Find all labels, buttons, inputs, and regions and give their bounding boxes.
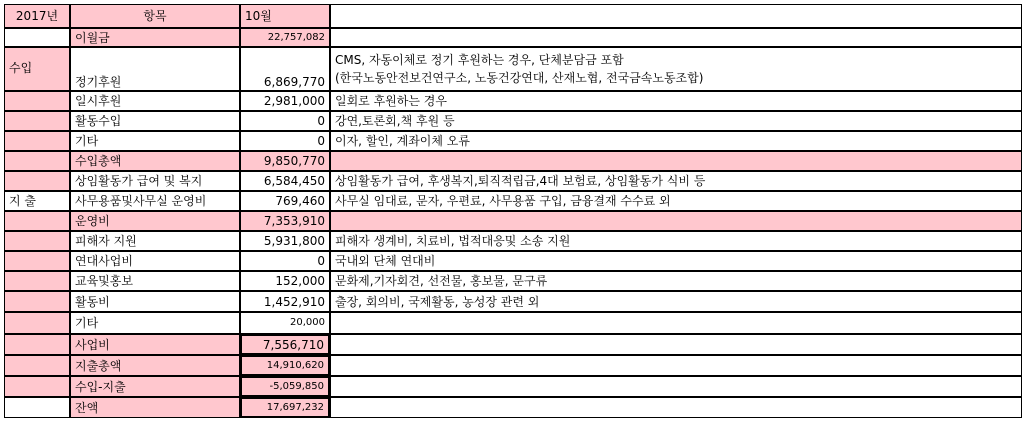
row-desc: 이자, 할인, 계좌이체 오류 <box>330 131 1022 151</box>
budget-table <box>4 4 1022 418</box>
row-desc: 일회로 후원하는 경우 <box>330 91 1022 111</box>
section-cell <box>4 231 70 251</box>
row-value: 0 <box>240 111 330 131</box>
row-value: 769,460 <box>240 191 330 211</box>
row-label: 수입총액 <box>70 151 240 171</box>
header-item <box>70 4 240 28</box>
header-month-text: 10월 <box>245 9 272 23</box>
section-cell <box>4 271 70 291</box>
row-label: 일시후원 <box>70 91 240 111</box>
row-desc: 상임활동가 급여, 후생복지,퇴직적립금,4대 보험료, 상임활동가 식비 등 <box>330 171 1022 191</box>
row-desc <box>330 355 1022 376</box>
row-desc <box>330 397 1022 418</box>
section-cell <box>4 131 70 151</box>
section-cell <box>4 334 70 355</box>
row-value: 22,757,082 <box>240 28 330 47</box>
row-desc <box>330 151 1022 171</box>
row-desc <box>330 334 1022 355</box>
section-cell <box>4 171 70 191</box>
row-value: 0 <box>240 131 330 151</box>
row-value: 14,910,620 <box>240 355 330 376</box>
row-value: 7,556,710 <box>240 334 330 355</box>
row-value: 6,584,450 <box>240 171 330 191</box>
header-year-text: 2017년 <box>15 9 59 23</box>
row-value: 7,353,910 <box>240 211 330 231</box>
row-desc: 국내외 단체 연대비 <box>330 251 1022 271</box>
header-month <box>240 4 330 28</box>
row-value: 6,869,770 <box>240 47 330 91</box>
row-value: 1,452,910 <box>240 291 330 312</box>
header-item-text: 항목 <box>143 9 167 23</box>
section-cell <box>4 28 70 47</box>
section-cell <box>4 397 70 418</box>
row-value: 152,000 <box>240 271 330 291</box>
row-label: 피해자 지원 <box>70 231 240 251</box>
section-cell <box>4 376 70 397</box>
section-cell <box>4 355 70 376</box>
row-value: 2,981,000 <box>240 91 330 111</box>
row-desc: 사무실 임대료, 문자, 우편료, 사무용품 구입, 금융결재 수수료 외 <box>330 191 1022 211</box>
section-cell <box>4 291 70 312</box>
row-label: 운영비 <box>70 211 240 231</box>
row-label: 사무용품및사무실 운영비 <box>70 191 240 211</box>
row-label: 수입-지출 <box>70 376 240 397</box>
row-label: 이월금 <box>70 28 240 47</box>
row-desc <box>330 47 1022 91</box>
row-value: 5,931,800 <box>240 231 330 251</box>
section-cell <box>4 151 70 171</box>
header-year <box>4 4 70 28</box>
row-value: 0 <box>240 251 330 271</box>
row-label: 지출총액 <box>70 355 240 376</box>
row-desc: 출장, 회의비, 국제활동, 농성장 관련 외 <box>330 291 1022 312</box>
row-value: 9,850,770 <box>240 151 330 171</box>
row-label: 교육및홍보 <box>70 271 240 291</box>
section-cell <box>4 91 70 111</box>
row-desc-line2: (한국노동안전보건연구소, 노동건강연대, 산재노협, 전국금속노동조합) <box>335 71 704 85</box>
section-income: 수입 <box>4 47 70 91</box>
row-label: 연대사업비 <box>70 251 240 271</box>
row-label: 잔액 <box>70 397 240 418</box>
row-label: 정기후원 <box>70 47 240 91</box>
row-desc: 문화제,기자회견, 선전물, 홍보물, 문구류 <box>330 271 1022 291</box>
row-desc <box>330 376 1022 397</box>
row-label: 기타 <box>70 131 240 151</box>
row-desc <box>330 312 1022 334</box>
row-desc: 강연,토론회,책 후원 등 <box>330 111 1022 131</box>
section-cell <box>4 312 70 334</box>
row-label: 활동수입 <box>70 111 240 131</box>
section-cell <box>4 211 70 231</box>
row-label: 상임활동가 급여 및 복지 <box>70 171 240 191</box>
section-cell <box>4 111 70 131</box>
section-expense: 지 출 <box>4 191 70 211</box>
row-label: 사업비 <box>70 334 240 355</box>
row-value: 17,697,232 <box>240 397 330 418</box>
row-label: 기타 <box>70 312 240 334</box>
section-cell <box>4 251 70 271</box>
row-value: 20,000 <box>240 312 330 334</box>
row-value: -5,059,850 <box>240 376 330 397</box>
row-desc: 피해자 생계비, 치료비, 법적대응및 소송 지원 <box>330 231 1022 251</box>
header-desc <box>330 4 1022 28</box>
row-label: 활동비 <box>70 291 240 312</box>
row-desc-line1: CMS, 자동이체로 정기 후원하는 경우, 단체분담금 포함 <box>335 53 624 67</box>
row-desc <box>330 211 1022 231</box>
row-desc <box>330 28 1022 47</box>
